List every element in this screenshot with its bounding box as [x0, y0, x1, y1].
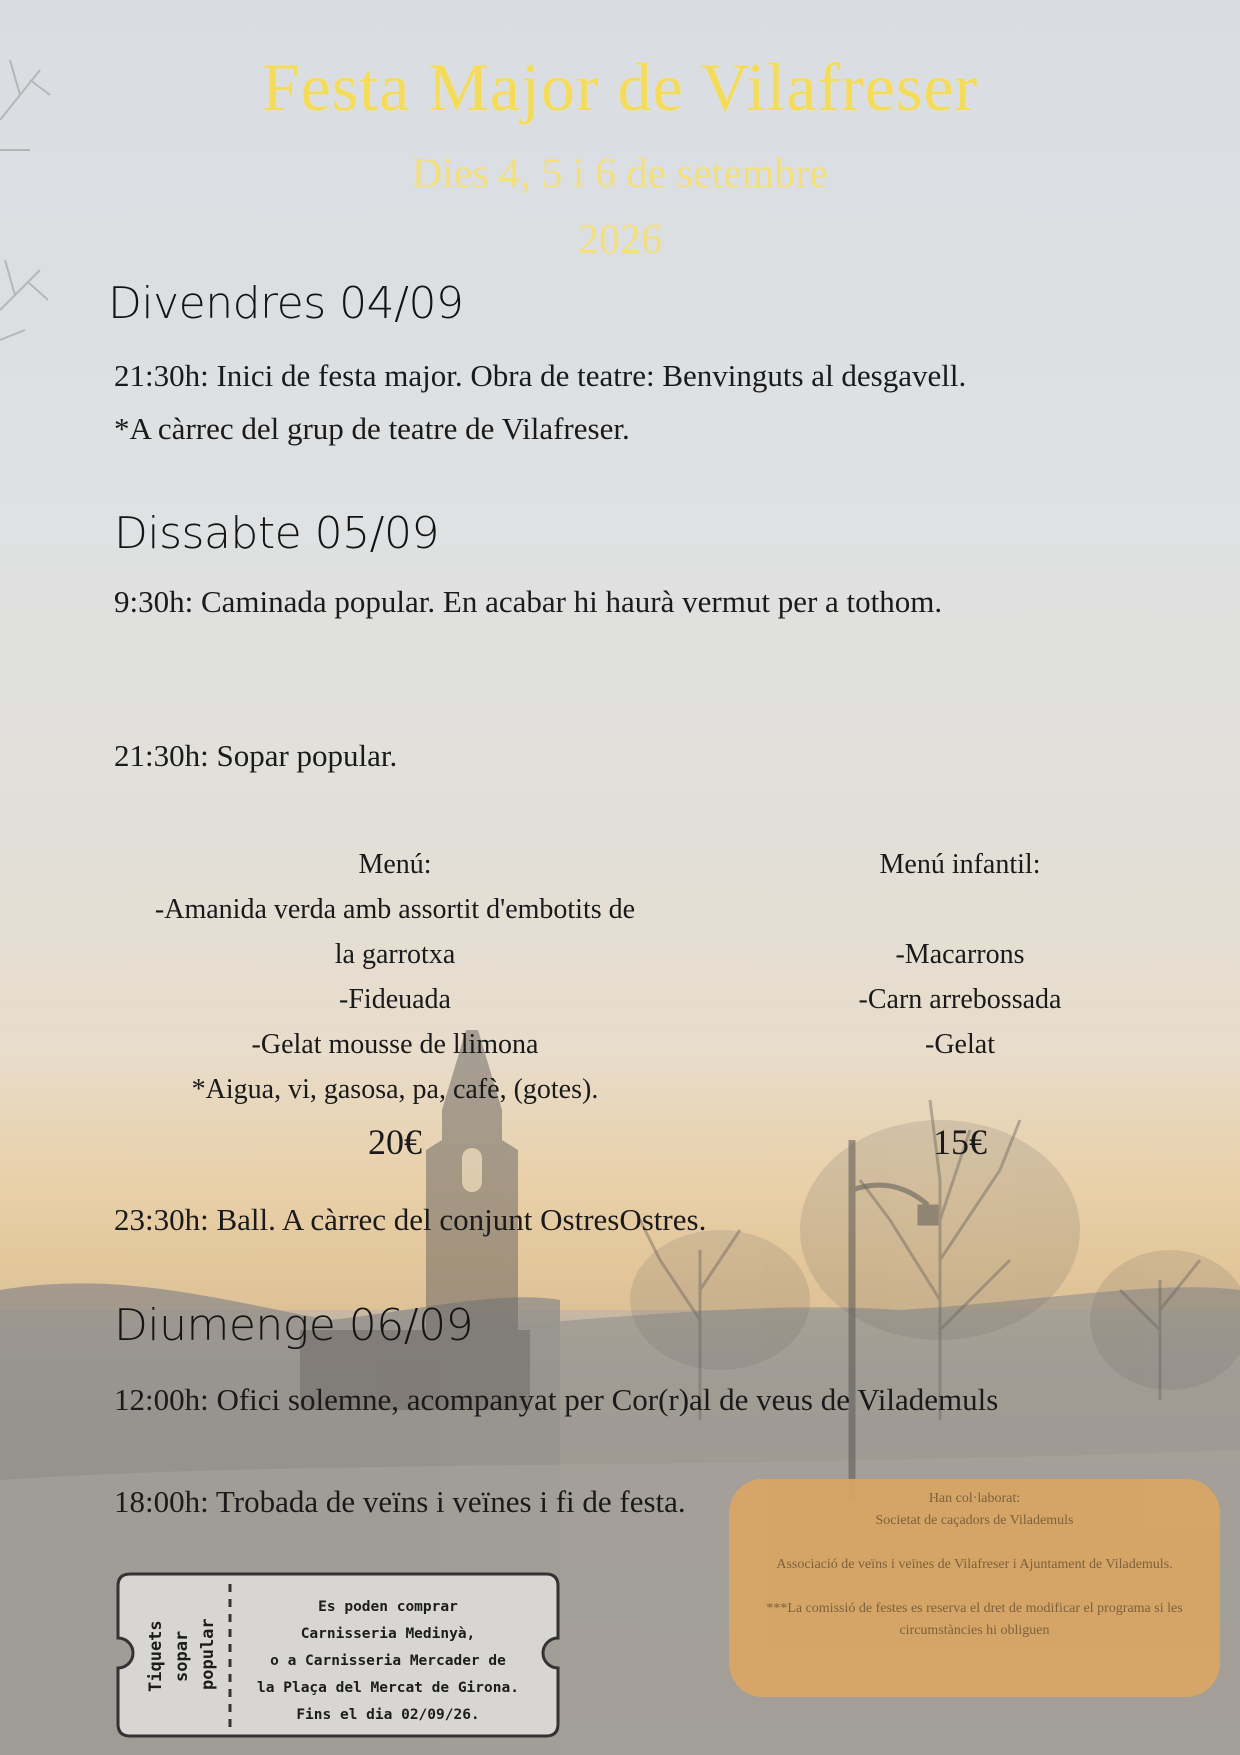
friday-event-1: 21:30h: Inici de festa major. Obra de teatre: Benvinguts al desgavell. — [114, 358, 967, 393]
ticket-line: o a Carnisseria Mercader de — [270, 1653, 506, 1669]
saturday-event-1: 9:30h: Caminada popular. En acabar hi haurà vermut per a tothom. — [114, 584, 943, 619]
menu-item: -Amanida verda amb assortit d'embotits de — [154, 894, 636, 925]
menu-adult — [100, 842, 690, 1165]
sunday-event-2: 18:00h: Trobada de veïns i veïnes i fi de festa. — [114, 1484, 686, 1519]
friday-event-1-note: *A càrrec del grup de teatre de Vilafreser. — [114, 411, 630, 446]
menu-item: -Gelat mousse de llimona — [251, 1029, 539, 1060]
poster-dates: Dies 4, 5 i 6 de setembre — [411, 151, 829, 197]
kids-menu-title: Menú infantil: — [879, 849, 1041, 880]
ticket-side-line: popular — [198, 1618, 218, 1690]
collab-line: Societat de caçadors de Vilademuls — [875, 1513, 1074, 1528]
kids-menu-item: -Gelat — [925, 1029, 995, 1060]
ticket-side-label — [116, 1572, 226, 1738]
ticket-text — [228, 1594, 548, 1729]
ticket-line: Es poden comprar — [318, 1599, 458, 1615]
kids-menu-item: -Macarrons — [895, 939, 1025, 970]
menu-title: Menú: — [358, 849, 432, 880]
kids-menu-item: -Carn arrebossada — [858, 984, 1062, 1015]
menu-note: *Aigua, vi, gasosa, pa, cafè, (gotes). — [191, 1074, 599, 1105]
menu-item: -Fideuada — [339, 984, 451, 1015]
menu-kids — [810, 842, 1110, 1165]
menu-item: la garrotxa — [334, 939, 456, 970]
collab-line: Associació de veïns i veïnes de Vilafreser i Ajuntament de Vilademuls. — [776, 1557, 1173, 1572]
ticket-line: Fins el dia 02/09/26. — [296, 1707, 480, 1723]
collab-disclaimer: ***La comissió de festes es reserva el dret de modificar el programa si les circumstàncies hi obliguen — [766, 1601, 1183, 1638]
sunday-event-1: 12:00h: Ofici solemne, acompanyat per Cor(r)al de veus de Vilademuls — [114, 1382, 999, 1417]
ticket-side-line: Tiquets — [146, 1620, 166, 1692]
kids-menu-price: 15€ — [933, 1122, 987, 1162]
poster-year: 2026 — [578, 217, 662, 263]
poster-title: Festa Major de Vilafreser — [261, 49, 979, 125]
collab-heading: Han col·laborat: — [928, 1491, 1021, 1506]
friday-heading: Divendres 04/09 — [108, 278, 464, 329]
ticket-line: la Plaça del Mercat de Girona. — [257, 1680, 519, 1696]
ticket-info — [116, 1572, 560, 1738]
saturday-event-3: 23:30h: Ball. A càrrec del conjunt OstresOstres. — [114, 1202, 707, 1237]
menu-price: 20€ — [368, 1122, 422, 1162]
collaborators-box — [729, 1479, 1220, 1697]
ticket-line: Carnisseria Medinyà, — [300, 1626, 476, 1642]
saturday-event-2: 21:30h: Sopar popular. — [114, 738, 398, 773]
sunday-heading: Diumenge 06/09 — [114, 1300, 474, 1351]
saturday-heading: Dissabte 05/09 — [114, 508, 439, 559]
ticket-side-line: sopar — [172, 1630, 192, 1682]
